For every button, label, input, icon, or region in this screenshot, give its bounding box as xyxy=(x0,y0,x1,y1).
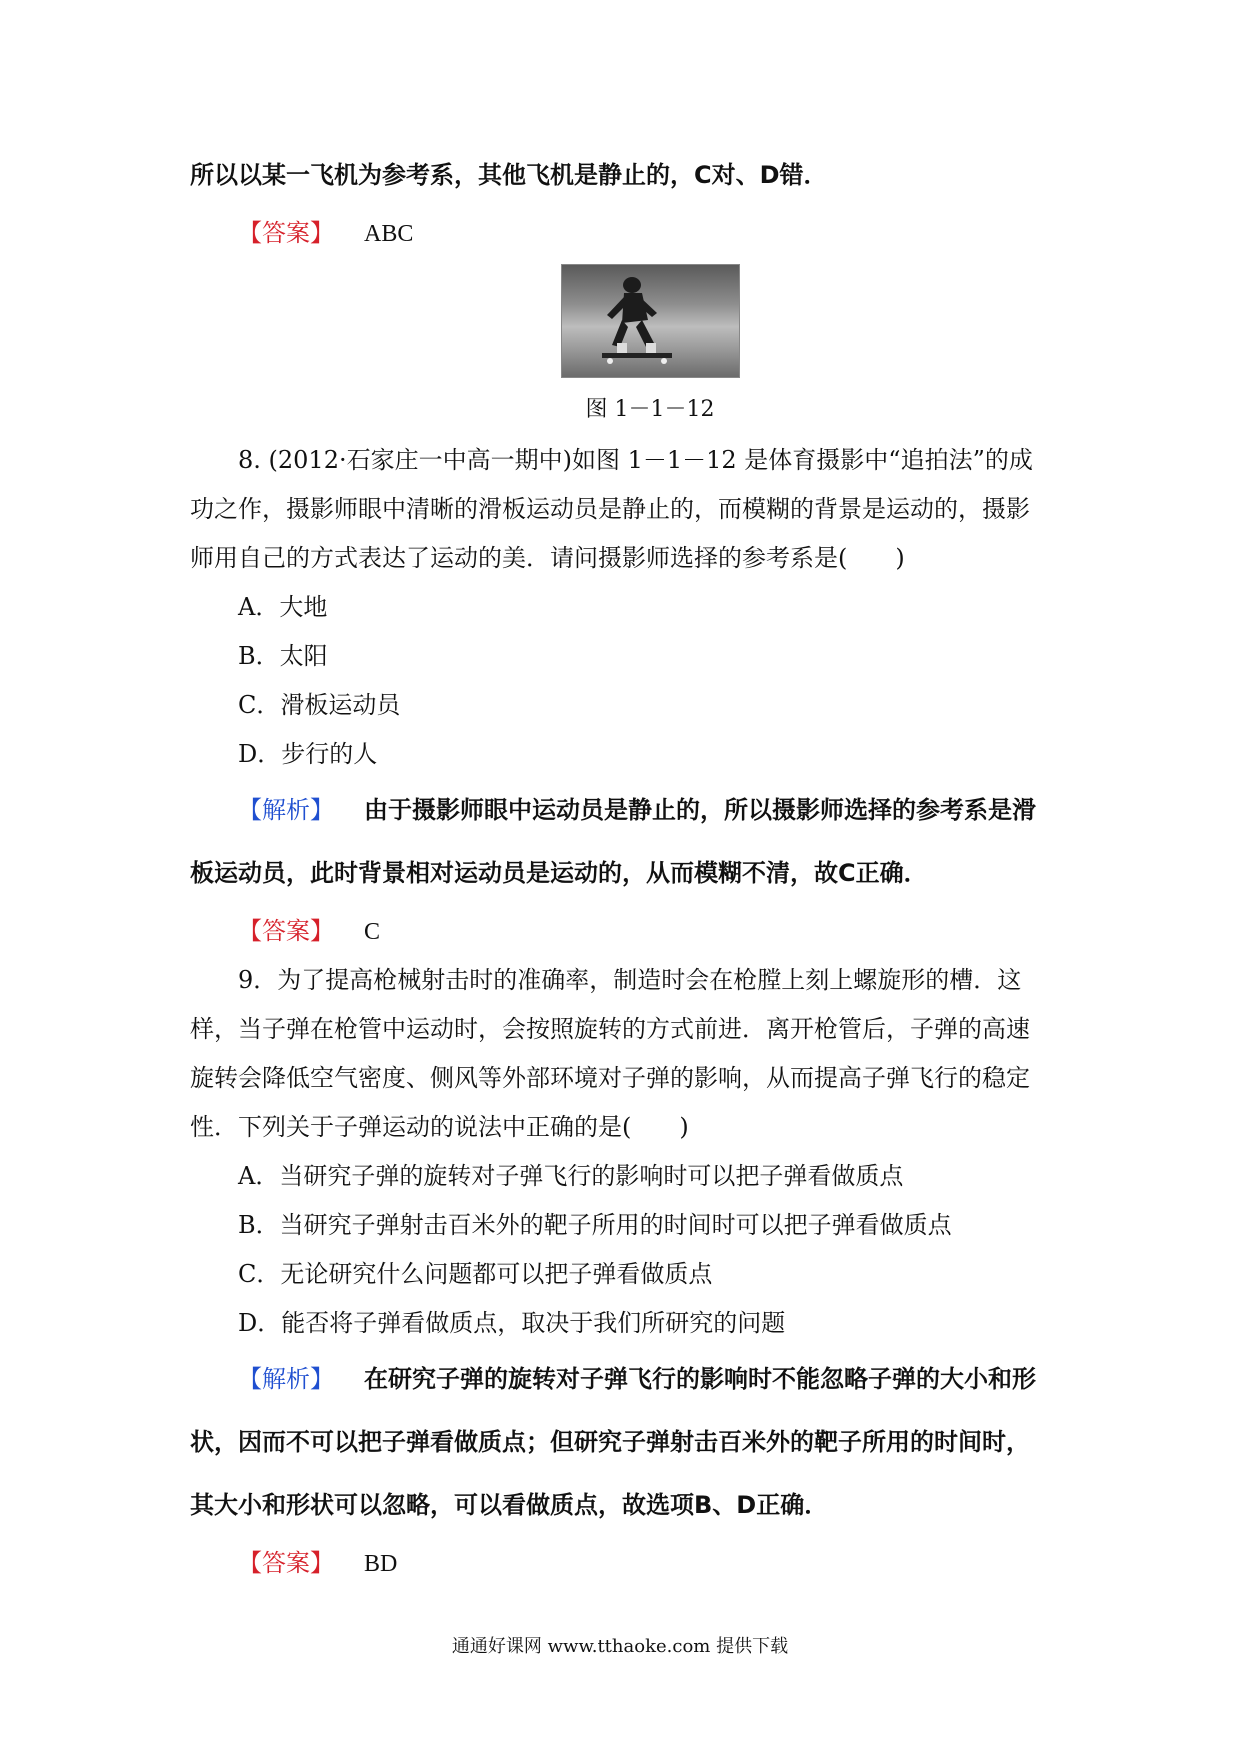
question-8-line-3: 师用自己的方式表达了运动的美．请问摄影师选择的参考系是( ) xyxy=(190,544,905,572)
analysis-tag: 【解析】 xyxy=(238,1365,334,1393)
question-9-line-1: 9．为了提高枪械射击时的准确率，制造时会在枪膛上刻上螺旋形的槽．这 xyxy=(238,966,1022,994)
answer-tag: 【答案】 xyxy=(238,219,334,247)
question-9-option-d: D．能否将子弹看做质点，取决于我们所研究的问题 xyxy=(238,1309,786,1337)
answer-row-q9 xyxy=(238,1548,1108,1579)
question-8-line-2: 功之作，摄影师眼中清晰的滑板运动员是静止的，而模糊的背景是运动的，摄影 xyxy=(190,495,1030,523)
question-9-option-a: A．当研究子弹的旋转对子弹飞行的影响时可以把子弹看做质点 xyxy=(238,1162,904,1190)
analysis-line: 板运动员，此时背景相对运动员是运动的，从而模糊不清，故C正确． xyxy=(190,859,928,887)
question-9-option-c: C．无论研究什么问题都可以把子弹看做质点 xyxy=(238,1260,713,1288)
question-9-line-2: 样，当子弹在枪管中运动时，会按照旋转的方式前进．离开枪管后，子弹的高速 xyxy=(190,1015,1030,1043)
analysis-line: 其大小和形状可以忽略，可以看做质点，故选项B、D正确． xyxy=(190,1491,829,1519)
question-8-option-a: A．大地 xyxy=(238,593,328,621)
analysis-line: 状，因而不可以把子弹看做质点；但研究子弹射击百米外的靶子所用的时间时， xyxy=(190,1428,1030,1456)
answer-value: ABC xyxy=(364,221,414,247)
question-9-option-b: B．当研究子弹射击百米外的靶子所用的时间时可以把子弹看做质点 xyxy=(238,1211,952,1239)
analysis-tag: 【解析】 xyxy=(238,796,334,824)
analysis-row-q9 xyxy=(238,1364,1108,1394)
question-9-line-4: 性．下列关于子弹运动的说法中正确的是( ) xyxy=(190,1113,689,1141)
page-footer: 通通好课网 www.tthaoke.com 提供下载 xyxy=(451,1636,789,1657)
question-9-line-3: 旋转会降低空气密度、侧风等外部环境对子弹的影响，从而提高子弹飞行的稳定 xyxy=(190,1064,1030,1092)
analysis-text: 由于摄影师眼中运动员是静止的，所以摄影师选择的参考系是滑 xyxy=(364,796,1036,824)
analysis-row-q8 xyxy=(238,795,1108,825)
skateboarder-photo xyxy=(561,264,740,378)
answer-value: C xyxy=(364,919,381,945)
explanation-line: 所以以某一飞机为参考系，其他飞机是静止的，C对、D错． xyxy=(190,161,828,189)
analysis-text: 在研究子弹的旋转对子弹飞行的影响时不能忽略子弹的大小和形 xyxy=(364,1365,1036,1393)
answer-tag: 【答案】 xyxy=(238,1549,334,1577)
question-8-option-d: D．步行的人 xyxy=(238,740,378,768)
figure-caption: 图 1－1－12 xyxy=(585,397,715,422)
question-8-option-b: B．太阳 xyxy=(238,642,328,670)
question-8-option-c: C．滑板运动员 xyxy=(238,691,401,719)
question-8-line-1: 8. (2012·石家庄一中高一期中)如图 1－1－12 是体育摄影中“追拍法”的成 xyxy=(238,446,1033,474)
answer-tag: 【答案】 xyxy=(238,917,334,945)
answer-row-q7 xyxy=(238,218,1108,249)
answer-value: BD xyxy=(364,1551,398,1577)
answer-row-q8 xyxy=(238,916,1108,947)
